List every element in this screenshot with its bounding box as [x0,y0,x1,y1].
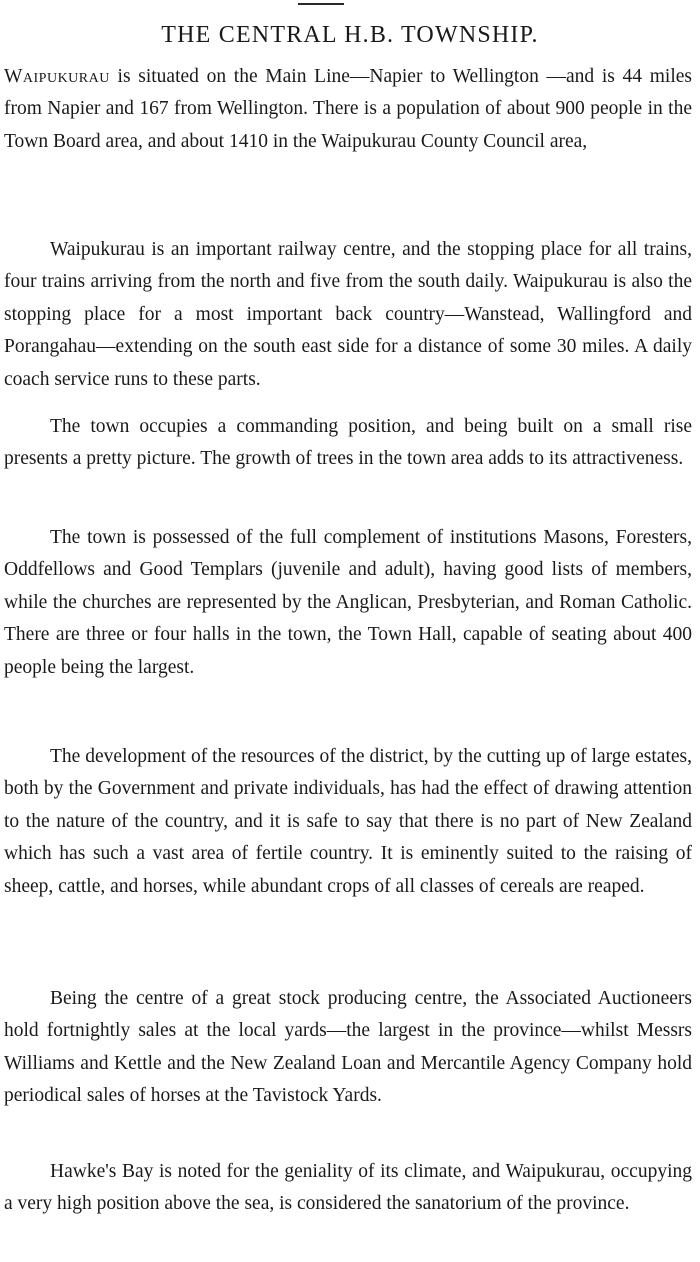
paragraph-6 [4,983,692,1113]
title-rule [298,3,344,5]
paragraph-1-text: is situated on the Main Line—Napier to Wellington —and is 44 miles from Napier and 167 from Wellington. There is a population of about 900 people in the Town Board area, and about 1410 in the Waipukurau County Council area, [4,66,692,152]
paragraph-4-text: The town is possessed of the full complement of institutions Masons, Foresters, Oddfellows and Good Templars (juvenile and adult), having good lists of members, while the churches are represented by the Anglican, Presbyterian, and Roman Catholic. There are three or four halls in the town, the Town Hall, capable of seating about 400 people being the largest. [4,527,692,678]
article-title: THE CENTRAL H.B. TOWNSHIP. [161,22,539,48]
paragraph-5 [4,741,692,903]
paragraph-3 [4,411,692,476]
paragraph-4 [4,522,692,684]
paragraph-6-text: Being the centre of a great stock producing centre, the Associated Auctioneers hold fortnightly sales at the local yards—the largest in the province—whilst Messrs Williams and Kettle and the New Zealand Loan and Mercantile Agency Company hold periodical sales of horses at the Tavistock Yards. [4,988,692,1107]
paragraph-1 [4,61,692,158]
paragraph-2-text: Waipukurau is an important railway centre, and the stopping place for all trains, four trains arriving from the north and five from the south daily. Waipukurau is also the stopping place for a most important back country—Wanstead, Wallingford and Porangahau—extending on the south east side for a distance of some 30 miles. A daily coach service runs to these parts. [4,239,692,390]
lead-word: Waipukurau [4,66,110,87]
paragraph-7-text: Hawke's Bay is noted for the geniality of its climate, and Waipukurau, occupying a very high position above the sea, is considered the sanatorium of the province. [4,1161,692,1215]
paragraph-5-text: The development of the resources of the district, by the cutting up of large estates, both by the Government and private individuals, has had the effect of drawing attention to the nature of the country, and it is safe to say that there is no part of New Zealand which has such a vast area of fertile country. It is eminently suited to the raising of sheep, cattle, and horses, while abundant crops of all classes of cereals are reaped. [4,746,692,897]
paragraph-7 [4,1156,692,1221]
paragraph-2 [4,234,692,396]
paragraph-3-text: The town occupies a commanding position, and being built on a small rise presents a pretty picture. The growth of trees in the town area adds to its attractiveness. [4,416,692,470]
